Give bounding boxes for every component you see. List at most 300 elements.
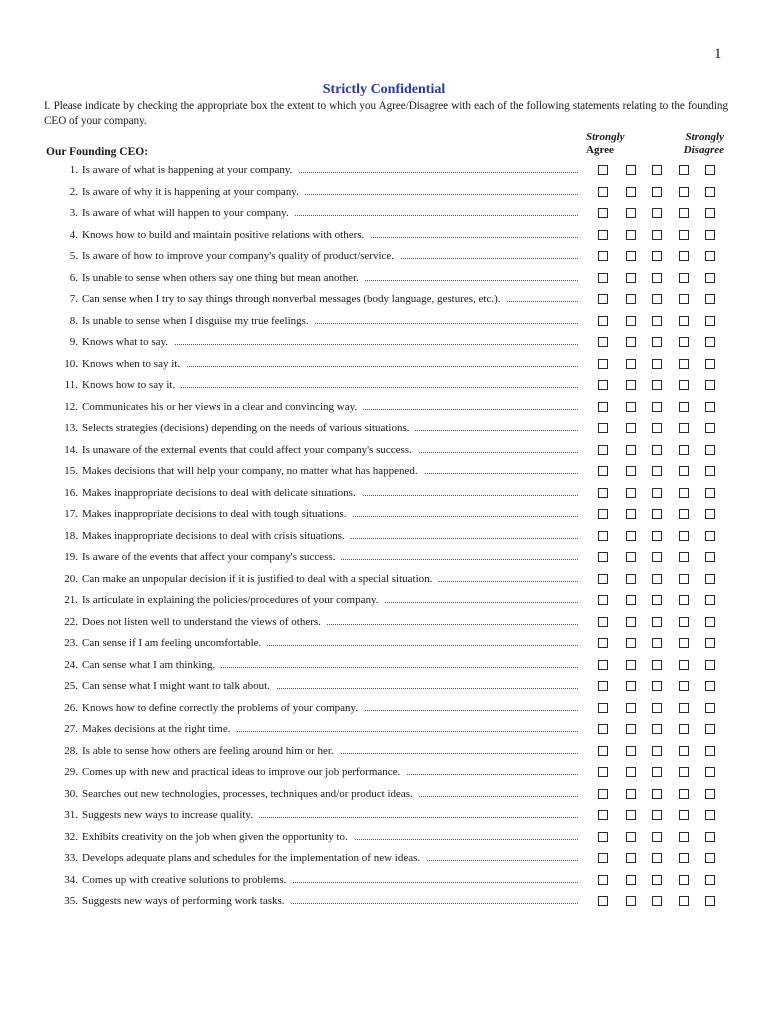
response-checkbox-4[interactable] [679,703,689,713]
statement-text-content: Is aware of the events that affect your company's success. [82,551,341,563]
response-checkbox-2[interactable] [626,552,636,562]
response-checkbox-4[interactable] [679,402,689,412]
response-checkbox-2[interactable] [626,789,636,799]
statement-text [82,723,578,735]
statement-row [0,289,768,311]
statement-text-content: Can sense when I try to say things through nonverbal messages (body language, gestures, etc.). [82,293,507,305]
response-checkbox-4[interactable] [679,488,689,498]
statement-row [0,504,768,526]
response-checkbox-2[interactable] [626,165,636,175]
response-checkbox-5[interactable] [705,380,715,390]
response-checkbox-1[interactable] [598,337,608,347]
statement-text-content: Suggests new ways to increase quality. [82,809,259,821]
statement-number: 13. [64,422,78,434]
response-checkbox-5[interactable] [705,767,715,777]
statement-number: 30. [64,787,78,800]
statement-row [0,827,768,849]
response-checkbox-3[interactable] [652,574,662,584]
response-checkbox-4[interactable] [679,187,689,197]
statement-row [0,784,768,806]
statement-row [0,311,768,333]
response-checkbox-2[interactable] [626,208,636,218]
response-checkbox-3[interactable] [652,660,662,670]
response-checkbox-5[interactable] [705,273,715,283]
scale-label-strongly-agree [586,131,625,157]
statement-number: 25. [64,680,78,692]
response-checkbox-4[interactable] [679,832,689,842]
response-checkbox-1[interactable] [598,165,608,175]
response-checkbox-1[interactable] [598,294,608,304]
statement-text [82,530,578,542]
response-checkbox-3[interactable] [652,445,662,455]
statement-row [0,526,768,548]
response-checkbox-2[interactable] [626,488,636,498]
statement-text-content: Comes up with new and practical ideas to improve our job performance. [82,766,406,778]
statement-number: 10. [64,357,78,370]
statement-text-content: Is aware of what is happening at your company. [82,164,298,176]
statement-row [0,547,768,569]
statement-number: 9. [69,336,78,348]
statement-row [0,805,768,827]
response-checkbox-5[interactable] [705,574,715,584]
response-checkbox-3[interactable] [652,380,662,390]
response-checkbox-1[interactable] [598,316,608,326]
statement-row [0,762,768,784]
response-checkbox-4[interactable] [679,230,689,240]
response-checkbox-1[interactable] [598,423,608,433]
response-checkbox-3[interactable] [652,724,662,734]
statement-text [82,336,578,348]
page-number: 1 [714,46,722,62]
statement-number: 6. [69,271,78,284]
statement-number: 23. [64,637,78,649]
response-checkbox-2[interactable] [626,531,636,541]
response-checkbox-3[interactable] [652,230,662,240]
response-checkbox-1[interactable] [598,359,608,369]
statement-text-content: Knows when to say it. [82,358,186,370]
statement-text-content: Is unable to sense when others say one thing but mean another. [82,272,365,284]
response-checkbox-4[interactable] [679,660,689,670]
statement-row [0,418,768,440]
statement-text-content: Makes decisions that will help your company, no matter what has happened. [82,465,424,477]
response-checkbox-5[interactable] [705,531,715,541]
response-checkbox-1[interactable] [598,488,608,498]
statement-text [82,680,578,692]
statement-number: 24. [64,658,78,671]
response-checkbox-4[interactable] [679,423,689,433]
response-checkbox-4[interactable] [679,552,689,562]
statement-number: 3. [69,207,78,219]
response-checkbox-2[interactable] [626,273,636,283]
response-checkbox-2[interactable] [626,681,636,691]
response-checkbox-3[interactable] [652,251,662,261]
statement-number: 15. [64,465,78,477]
statement-text [82,422,578,434]
response-checkbox-2[interactable] [626,746,636,756]
response-checkbox-4[interactable] [679,896,689,906]
response-checkbox-3[interactable] [652,488,662,498]
response-checkbox-3[interactable] [652,767,662,777]
response-checkbox-1[interactable] [598,789,608,799]
statement-number: 20. [64,572,78,585]
response-checkbox-5[interactable] [705,552,715,562]
response-checkbox-3[interactable] [652,273,662,283]
statement-row [0,440,768,462]
response-checkbox-5[interactable] [705,359,715,369]
statement-text [82,788,578,800]
response-checkbox-1[interactable] [598,509,608,519]
statement-number: 5. [69,250,78,262]
statement-number: 22. [64,615,78,628]
response-checkbox-4[interactable] [679,445,689,455]
statement-row [0,891,768,913]
response-checkbox-5[interactable] [705,466,715,476]
statement-text [82,272,578,284]
statement-text [82,315,578,327]
response-checkbox-4[interactable] [679,359,689,369]
response-checkbox-4[interactable] [679,810,689,820]
response-checkbox-2[interactable] [626,423,636,433]
statement-text-content: Can sense what I am thinking. [82,659,221,671]
response-checkbox-5[interactable] [705,703,715,713]
statement-number: 35. [64,895,78,907]
statement-number: 32. [64,830,78,843]
statement-row [0,461,768,483]
response-checkbox-2[interactable] [626,251,636,261]
statement-number: 7. [69,293,78,305]
response-checkbox-3[interactable] [652,423,662,433]
statement-row [0,182,768,204]
statement-text [82,594,578,606]
response-checkbox-5[interactable] [705,509,715,519]
response-checkbox-4[interactable] [679,208,689,218]
response-checkbox-3[interactable] [652,466,662,476]
statement-text-content: Is aware of how to improve your company's quality of product/service. [82,250,400,262]
statement-row [0,848,768,870]
response-checkbox-5[interactable] [705,789,715,799]
response-checkbox-2[interactable] [626,896,636,906]
statement-number: 18. [64,529,78,542]
statement-row [0,676,768,698]
statement-row [0,612,768,634]
response-checkbox-5[interactable] [705,724,715,734]
response-checkbox-1[interactable] [598,251,608,261]
response-checkbox-2[interactable] [626,316,636,326]
response-checkbox-4[interactable] [679,466,689,476]
response-checkbox-2[interactable] [626,638,636,648]
statement-text [82,164,578,176]
statement-text [82,831,578,843]
response-checkbox-1[interactable] [598,208,608,218]
scale-label-strongly-disagree [670,131,724,157]
response-checkbox-4[interactable] [679,875,689,885]
response-checkbox-3[interactable] [652,187,662,197]
statement-row [0,590,768,612]
statement-text [82,401,578,413]
statement-text [82,229,578,241]
response-checkbox-5[interactable] [705,638,715,648]
response-checkbox-1[interactable] [598,273,608,283]
statement-text-content: Is able to sense how others are feeling around him or her. [82,745,340,757]
statement-text [82,508,578,520]
statement-row [0,569,768,591]
response-checkbox-4[interactable] [679,853,689,863]
response-checkbox-2[interactable] [626,703,636,713]
statement-text-content: Can sense what I might want to talk about. [82,680,276,692]
response-checkbox-5[interactable] [705,251,715,261]
response-checkbox-2[interactable] [626,660,636,670]
response-checkbox-1[interactable] [598,617,608,627]
statement-number: 29. [64,766,78,778]
response-checkbox-3[interactable] [652,208,662,218]
response-checkbox-2[interactable] [626,294,636,304]
response-checkbox-4[interactable] [679,595,689,605]
response-checkbox-4[interactable] [679,531,689,541]
statement-text-content: Knows how to define correctly the problems of your company. [82,702,364,714]
scale-left-line2: Agree [586,144,614,156]
response-checkbox-4[interactable] [679,681,689,691]
response-checkbox-3[interactable] [652,294,662,304]
response-checkbox-4[interactable] [679,617,689,627]
response-checkbox-1[interactable] [598,810,608,820]
response-checkbox-3[interactable] [652,509,662,519]
response-checkbox-2[interactable] [626,337,636,347]
statement-text [82,637,578,649]
response-checkbox-1[interactable] [598,187,608,197]
statement-number: 17. [64,508,78,520]
response-checkbox-4[interactable] [679,251,689,261]
statement-text-content: Searches out new technologies, processes, techniques and/or product ideas. [82,788,419,800]
response-checkbox-3[interactable] [652,337,662,347]
statement-row [0,633,768,655]
response-checkbox-4[interactable] [679,767,689,777]
response-checkbox-3[interactable] [652,896,662,906]
response-checkbox-3[interactable] [652,810,662,820]
response-checkbox-4[interactable] [679,638,689,648]
response-checkbox-1[interactable] [598,595,608,605]
response-checkbox-5[interactable] [705,488,715,498]
statement-number: 8. [69,314,78,327]
response-checkbox-2[interactable] [626,767,636,777]
response-checkbox-4[interactable] [679,509,689,519]
statement-text-content: Can sense if I am feeling uncomfortable. [82,637,267,649]
statement-number: 28. [64,744,78,757]
statement-number: 27. [64,723,78,735]
response-checkbox-3[interactable] [652,832,662,842]
statement-text-content: Is aware of why it is happening at your company. [82,186,305,198]
response-checkbox-4[interactable] [679,380,689,390]
response-checkbox-2[interactable] [626,402,636,412]
statement-text [82,444,578,456]
response-checkbox-5[interactable] [705,746,715,756]
statement-number: 33. [64,852,78,864]
response-checkbox-3[interactable] [652,746,662,756]
statement-text [82,487,578,499]
response-checkbox-4[interactable] [679,316,689,326]
statement-text-content: Can make an unpopular decision if it is justified to deal with a special situation. [82,573,438,585]
response-checkbox-3[interactable] [652,165,662,175]
statement-text-content: Makes inappropriate decisions to deal with tough situations. [82,508,353,520]
statement-text-content: Suggests new ways of performing work tasks. [82,895,291,907]
response-checkbox-3[interactable] [652,531,662,541]
response-checkbox-5[interactable] [705,337,715,347]
response-checkbox-4[interactable] [679,789,689,799]
statement-number: 19. [64,551,78,563]
response-checkbox-5[interactable] [705,896,715,906]
response-checkbox-1[interactable] [598,445,608,455]
statement-text [82,745,578,757]
response-checkbox-4[interactable] [679,337,689,347]
response-checkbox-3[interactable] [652,853,662,863]
statement-text [82,702,578,714]
statement-number: 16. [64,486,78,499]
response-checkbox-2[interactable] [626,832,636,842]
statement-row [0,203,768,225]
response-checkbox-1[interactable] [598,681,608,691]
response-checkbox-3[interactable] [652,316,662,326]
response-checkbox-2[interactable] [626,509,636,519]
statement-text [82,874,578,886]
response-checkbox-2[interactable] [626,466,636,476]
response-checkbox-5[interactable] [705,402,715,412]
response-checkbox-1[interactable] [598,767,608,777]
statement-text [82,379,578,391]
response-checkbox-1[interactable] [598,402,608,412]
statement-text [82,852,578,864]
statement-row [0,698,768,720]
statement-number: 4. [69,228,78,241]
response-checkbox-2[interactable] [626,230,636,240]
response-checkbox-5[interactable] [705,445,715,455]
response-checkbox-3[interactable] [652,703,662,713]
response-checkbox-4[interactable] [679,273,689,283]
response-checkbox-5[interactable] [705,832,715,842]
response-checkbox-1[interactable] [598,724,608,734]
response-checkbox-5[interactable] [705,187,715,197]
statement-row [0,870,768,892]
response-checkbox-1[interactable] [598,853,608,863]
response-checkbox-4[interactable] [679,746,689,756]
statement-text [82,766,578,778]
response-checkbox-1[interactable] [598,875,608,885]
response-checkbox-5[interactable] [705,294,715,304]
response-checkbox-5[interactable] [705,617,715,627]
instructions-text: I. Please indicate by checking the appropriate box the extent to which you Agree/Disagree with each of the following statements relating to the founding CEO of your company. [44,100,728,127]
response-checkbox-5[interactable] [705,681,715,691]
response-checkbox-2[interactable] [626,595,636,605]
statement-text-content: Is unaware of the external events that could affect your company's success. [82,444,418,456]
statement-row [0,332,768,354]
response-checkbox-5[interactable] [705,230,715,240]
statement-text-content: Communicates his or her views in a clear and convincing way. [82,401,363,413]
response-checkbox-1[interactable] [598,746,608,756]
response-checkbox-4[interactable] [679,165,689,175]
statement-number: 31. [64,809,78,821]
scale-left-line1: Strongly [586,131,625,143]
response-checkbox-5[interactable] [705,208,715,218]
response-checkbox-1[interactable] [598,230,608,240]
response-checkbox-4[interactable] [679,574,689,584]
statement-row [0,160,768,182]
response-checkbox-2[interactable] [626,724,636,734]
statement-row [0,225,768,247]
statement-text [82,358,578,370]
statement-text-content: Selects strategies (decisions) depending on the needs of various situations. [82,422,415,434]
scale-right-line2: Disagree [683,144,724,156]
response-checkbox-3[interactable] [652,402,662,412]
response-checkbox-5[interactable] [705,595,715,605]
response-checkbox-5[interactable] [705,660,715,670]
statement-number: 14. [64,443,78,456]
response-checkbox-1[interactable] [598,531,608,541]
response-checkbox-3[interactable] [652,552,662,562]
scale-right-line1: Strongly [685,131,724,143]
response-checkbox-5[interactable] [705,316,715,326]
response-checkbox-1[interactable] [598,703,608,713]
statement-text-content: Is articulate in explaining the policies/procedures of your company. [82,594,385,606]
response-checkbox-2[interactable] [626,617,636,627]
response-checkbox-1[interactable] [598,552,608,562]
statement-text [82,250,578,262]
response-checkbox-2[interactable] [626,445,636,455]
statement-row [0,741,768,763]
statement-text [82,659,578,671]
response-checkbox-3[interactable] [652,359,662,369]
statement-text-content: Does not listen well to understand the views of others. [82,616,327,628]
statement-text [82,573,578,585]
statement-text [82,809,578,821]
statement-text [82,207,578,219]
response-checkbox-3[interactable] [652,875,662,885]
response-checkbox-5[interactable] [705,810,715,820]
statement-text-content: Makes inappropriate decisions to deal with delicate situations. [82,487,362,499]
response-checkbox-4[interactable] [679,724,689,734]
response-checkbox-2[interactable] [626,187,636,197]
response-checkbox-2[interactable] [626,359,636,369]
statement-text-content: Knows how to build and maintain positive relations with others. [82,229,370,241]
statement-text [82,293,578,305]
response-checkbox-3[interactable] [652,595,662,605]
response-checkbox-2[interactable] [626,574,636,584]
response-checkbox-5[interactable] [705,423,715,433]
response-checkbox-3[interactable] [652,681,662,691]
response-checkbox-3[interactable] [652,638,662,648]
response-checkbox-5[interactable] [705,853,715,863]
response-checkbox-3[interactable] [652,617,662,627]
statement-number: 1. [69,164,78,176]
response-checkbox-2[interactable] [626,853,636,863]
statement-text [82,551,578,563]
response-checkbox-5[interactable] [705,875,715,885]
response-checkbox-1[interactable] [598,466,608,476]
statement-list [0,160,768,913]
response-checkbox-1[interactable] [598,660,608,670]
statement-text [82,465,578,477]
statement-text-content: Comes up with creative solutions to problems. [82,874,292,886]
statement-number: 12. [64,400,78,413]
response-checkbox-1[interactable] [598,638,608,648]
response-checkbox-4[interactable] [679,294,689,304]
response-checkbox-1[interactable] [598,380,608,390]
response-checkbox-2[interactable] [626,810,636,820]
response-checkbox-1[interactable] [598,896,608,906]
response-checkbox-5[interactable] [705,165,715,175]
response-checkbox-3[interactable] [652,789,662,799]
response-checkbox-2[interactable] [626,380,636,390]
response-checkbox-1[interactable] [598,832,608,842]
response-checkbox-2[interactable] [626,875,636,885]
response-checkbox-1[interactable] [598,574,608,584]
